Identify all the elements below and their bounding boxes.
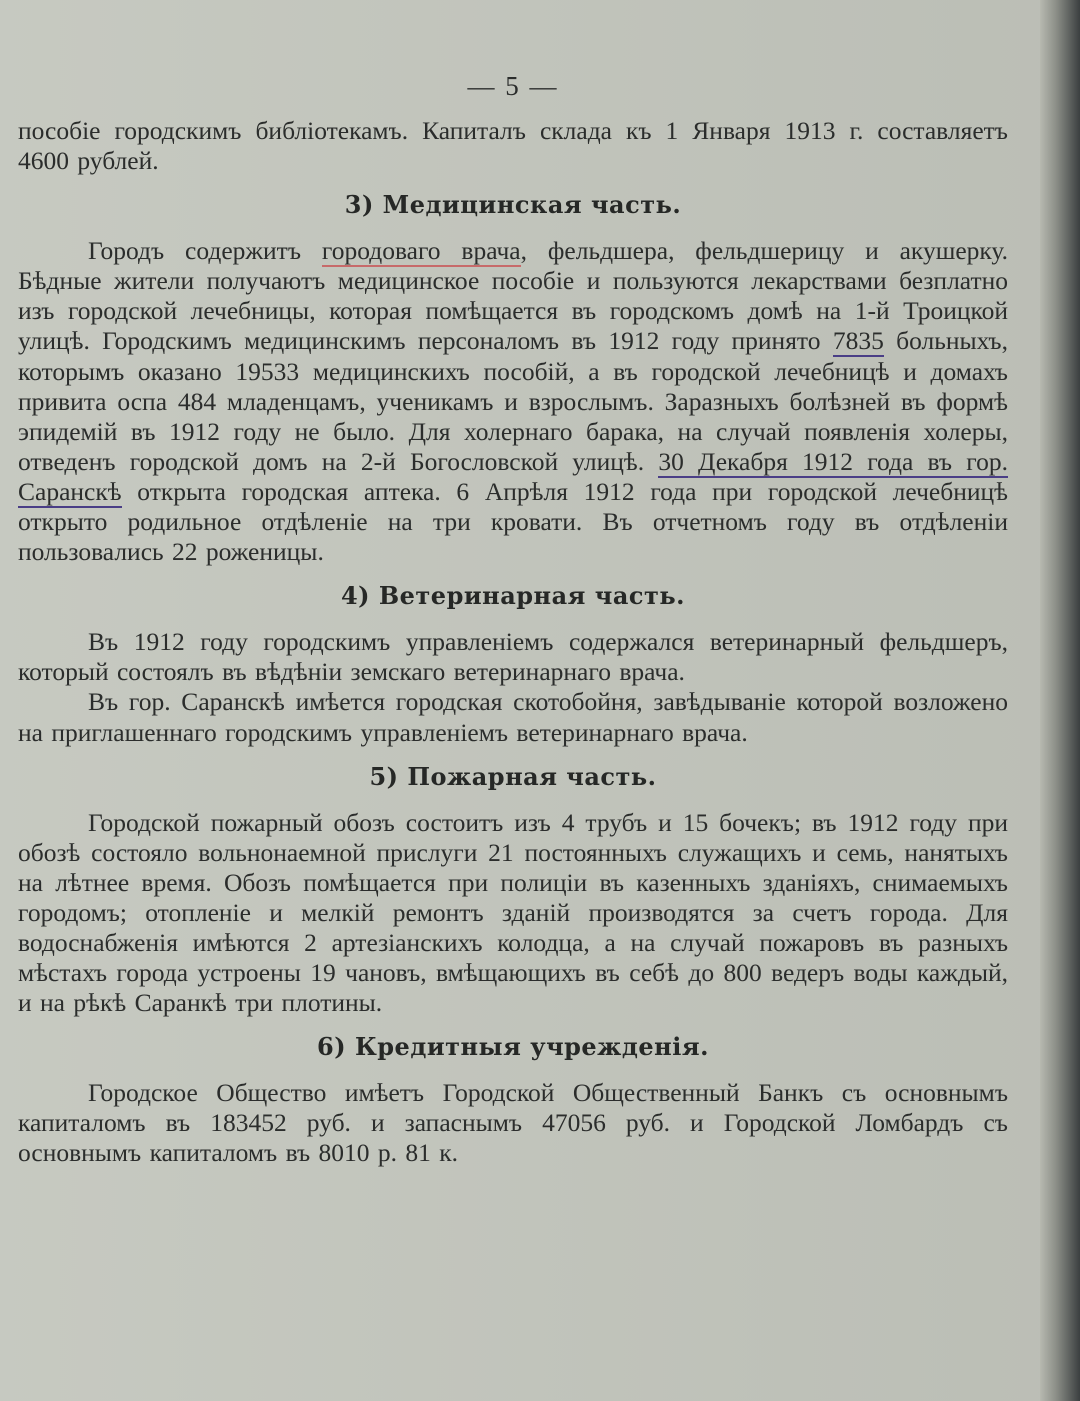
section-heading-fire: 5) Пожарная часть. (369, 761, 657, 791)
underlined-pharmacy-date: 30 Декабря 1912 года въ гор. Саранскѣ (18, 446, 1008, 506)
veterinary-paragraph-1: Въ 1912 году городскимъ управленіемъ содержался ветеринарный фельдшеръ, который состоялъ въ вѣдѣніи земскаго ветеринарнаго врача. (18, 627, 1008, 687)
page-edge-shadow (1040, 0, 1080, 1401)
section-heading-veterinary: 4) Ветеринарная часть. (340, 581, 686, 611)
veterinary-paragraph-2: Въ гор. Саранскѣ имѣется городская скотобойня, завѣдываніе которой возложено на приглашеннаго городскимъ управленіемъ ветеринарнаго врача. (18, 687, 1008, 747)
page-content (18, 66, 1008, 1169)
medical-text-d: открыта городская аптека. 6 Апрѣля 1912 года при городской лечебницѣ открыто родильное отдѣленіе на три кровати. Въ отчетномъ году въ отдѣленіи пользовались 22 роженицы. (18, 476, 1008, 567)
medical-paragraph (18, 236, 1008, 567)
medical-text-a: Городъ содержитъ (88, 236, 322, 266)
credit-paragraph: Городское Общество имѣетъ Городской Общественный Банкъ съ основнымъ капиталомъ въ 183452 руб. и запаснымъ 47056 руб. и Городской Ломбардъ съ основнымъ капиталомъ въ 8010 р. 81 к. (18, 1078, 1008, 1168)
underlined-patients-count: 7835 (832, 326, 884, 356)
page-number: — 5 — (467, 71, 559, 101)
fire-paragraph: Городской пожарный обозъ состоитъ изъ 4 трубъ и 15 бочекъ; въ 1912 году при обозѣ состояло вольнонаемной прислуги 21 постоянныхъ служащихъ и семь, нанятыхъ на лѣтнее время. Обозъ помѣщается при полиціи въ казенныхъ зданіяхъ, снимаемыхъ городомъ; отопленіе и мелкій ремонтъ зданій производятся за счетъ города. Для водоснабженія имѣются 2 артезіанскихъ колодца, а на случай пожаровъ въ разныхъ мѣстахъ города устроены 19 чановъ, вмѣщающихъ въ себѣ до 800 ведеръ воды каждый, и на рѣкѣ Саранкѣ три плотины. (18, 807, 1008, 1018)
section-heading-credit: 6) Кредитныя учрежденія. (317, 1032, 709, 1062)
medical-text-b: , фельдшера, фельдшерицу и акушерку. Бѣдные жители получаютъ медицинское пособіе и пользуются лекарствами безплатно изъ городской лечебницы, которая помѣщается въ городскомъ домѣ на 1-й Троицкой улицѣ. Городскимъ медицинскимъ персоналомъ въ 1912 году принято (18, 236, 1008, 356)
section-heading-medical: 3) Медицинская часть. (344, 190, 682, 220)
medical-text-c: больныхъ, которымъ оказано 19533 медицинскихъ пособій, а въ городской лечебницѣ и домахъ привита оспа 484 младенцамъ, ученикамъ и взрослымъ. Заразныхъ болѣзней въ формѣ эпидемій въ 1912 году не было. Для холернаго барака, на случай появленія холеры, отведенъ городской домъ на 2-й Богословской улицѣ. (18, 326, 1008, 476)
underlined-city-doctor: городоваго врача (321, 236, 521, 266)
intro-paragraph: пособіе городскимъ библіотекамъ. Капиталъ склада къ 1 Января 1913 г. составляетъ 4600 рублей. (18, 116, 1008, 176)
